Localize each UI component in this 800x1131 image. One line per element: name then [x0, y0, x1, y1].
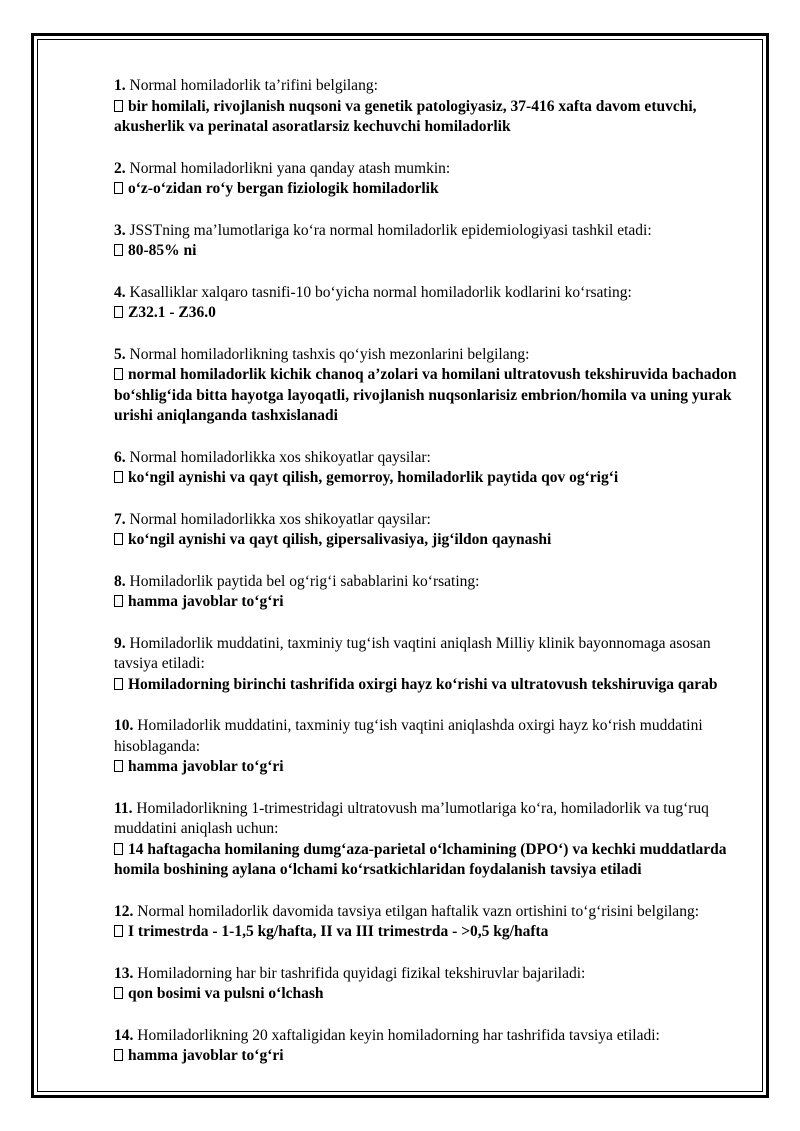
checkbox-icon [114, 843, 123, 855]
question-number: 1. [114, 77, 126, 94]
question-text: Normal homiladorlikning tashxis qo‘yish mezonlarini belgilang: [129, 345, 530, 363]
question-number: 11. [114, 799, 133, 817]
question-text: Normal homiladorlik davomida tavsiya etilgan haftalik vazn ortishini to‘g‘risini belgilang: [137, 902, 699, 920]
answer-text: Z32.1 - Z36.0 [128, 304, 216, 321]
answer-text: ko‘ngil aynishi va qayt qilish, gipersalivasiya, jig‘ildon qaynashi [128, 531, 552, 548]
question-text: Homiladorlik muddatini, taxminiy tug‘ish vaqtini aniqlashda oxirgi hayz ko‘rish muddatini hisoblaganda: [114, 717, 703, 755]
question-number: 6. [114, 448, 126, 466]
answer-text: 14 haftagacha homilaning dumg‘aza-parietal o‘lchamining (DPO‘) va kechki muddatlarda homila boshining aylana o‘lchami ko‘rsatkichlaridan foydalanish tavsiya etiladi [114, 840, 727, 878]
checkbox-icon [114, 100, 123, 112]
question-number: 3. [114, 221, 126, 239]
question-number: 5. [114, 345, 126, 363]
checkbox-icon [114, 760, 123, 772]
checkbox-icon [114, 987, 123, 999]
question-item [114, 283, 746, 324]
question-text: Normal homiladorlikka xos shikoyatlar qaysilar: [129, 510, 431, 528]
question-item [114, 716, 746, 778]
answer-line [114, 241, 746, 262]
question-item [114, 902, 746, 943]
question-item [114, 159, 746, 200]
question-text: Homiladorning har bir tashrifida quyidagi fizikal tekshiruvlar bajariladi: [137, 964, 586, 982]
answer-text: hamma javoblar to‘g‘ri [128, 758, 284, 775]
answer-text: 80-85% ni [128, 242, 197, 259]
answer-text: o‘z-o‘zidan ro‘y bergan fiziologik homiladorlik [128, 180, 439, 197]
answer-text: hamma javoblar to‘g‘ri [128, 593, 284, 610]
question-text: Normal homiladorlikni yana qanday atash mumkin: [129, 159, 451, 177]
checkbox-icon [114, 471, 123, 483]
question-number: 8. [114, 572, 126, 590]
question-item [114, 510, 746, 551]
question-number: 13. [114, 964, 134, 982]
question-list [114, 76, 746, 1088]
checkbox-icon [114, 678, 123, 690]
answer-text: qon bosimi va pulsni o‘lchash [128, 985, 324, 1002]
answer-line [114, 840, 746, 881]
question-number: 4. [114, 283, 126, 301]
answer-text: hamma javoblar to‘g‘ri [128, 1047, 284, 1064]
checkbox-icon [114, 533, 123, 545]
answer-text: I trimestrda - 1-1,5 kg/hafta, II va III trimestrda - >0,5 kg/hafta [128, 923, 549, 940]
answer-line [114, 179, 746, 200]
answer-line [114, 984, 746, 1005]
answer-text: normal homiladorlik kichik chanoq a’zolari va homilani ultratovush tekshiruvida bachadon bo‘shlig‘ida bitta hayotga layoqatli, rivojlanish nuqsonlarisiz embrion/homila va uning yurak urishi aniqlanganda tashxislanadi [114, 366, 737, 424]
question-text: Normal homiladorlikka xos shikoyatlar qaysilar: [129, 448, 431, 466]
checkbox-icon [114, 182, 123, 194]
question-text: Normal homiladorlik ta’rifini belgilang: [129, 77, 378, 94]
question-item [114, 221, 746, 262]
answer-line [114, 757, 746, 778]
answer-line [114, 530, 746, 551]
question-text: JSSTning ma’lumotlariga ko‘ra normal homiladorlik epidemiologiyasi tashkil etadi: [129, 221, 652, 239]
question-item [114, 448, 746, 489]
question-text: Kasalliklar xalqaro tasnifi-10 bo‘yicha normal homiladorlik kodlarini ko‘rsating: [129, 283, 632, 301]
question-number: 9. [114, 634, 126, 652]
question-text: Homiladorlik muddatini, taxminiy tug‘ish vaqtini aniqlash Milliy klinik bayonnomaga asosan tavsiya etiladi: [114, 634, 711, 672]
answer-line [114, 365, 746, 427]
answer-line [114, 675, 746, 696]
question-item [114, 964, 746, 1005]
checkbox-icon [114, 1049, 123, 1061]
question-number: 7. [114, 510, 126, 528]
answer-line [114, 1046, 746, 1067]
question-number: 10. [114, 717, 134, 734]
question-item [114, 345, 746, 427]
question-number: 2. [114, 159, 126, 177]
checkbox-icon [114, 244, 123, 256]
question-item [114, 76, 746, 138]
answer-line [114, 303, 746, 324]
answer-text: ko‘ngil aynishi va qayt qilish, gemorroy, homiladorlik paytida qov og‘rig‘i [128, 469, 619, 486]
checkbox-icon [114, 925, 123, 937]
question-number: 14. [114, 1026, 134, 1044]
question-text: Homiladorlikning 1-trimestridagi ultratovush ma’lumotlariga ko‘ra, homiladorlik va tug‘ruq muddatini aniqlash uchun: [114, 799, 709, 837]
question-text: Homiladorlik paytida bel og‘rig‘i sabablarini ko‘rsating: [129, 572, 480, 590]
question-item [114, 634, 746, 696]
answer-text: bir homilali, rivojlanish nuqsoni va genetik patologiyasiz, 37-416 xafta davom etuvchi, akusherlik va perinatal asoratlarsiz kechuvchi homiladorlik [114, 97, 697, 135]
question-number: 12. [114, 902, 134, 920]
question-text: Homiladorlikning 20 xaftaligidan keyin homiladorning har tashrifida tavsiya etiladi: [137, 1026, 660, 1044]
checkbox-icon [114, 306, 123, 318]
answer-line [114, 592, 746, 613]
answer-line [114, 97, 746, 138]
answer-text: Homiladorning birinchi tashrifida oxirgi hayz ko‘rishi va ultratovush tekshiruviga qarab [128, 675, 718, 693]
question-item [114, 572, 746, 613]
question-item [114, 1026, 746, 1067]
checkbox-icon [114, 368, 123, 380]
checkbox-icon [114, 595, 123, 607]
question-item [114, 799, 746, 881]
answer-line [114, 922, 746, 943]
answer-line [114, 468, 746, 489]
